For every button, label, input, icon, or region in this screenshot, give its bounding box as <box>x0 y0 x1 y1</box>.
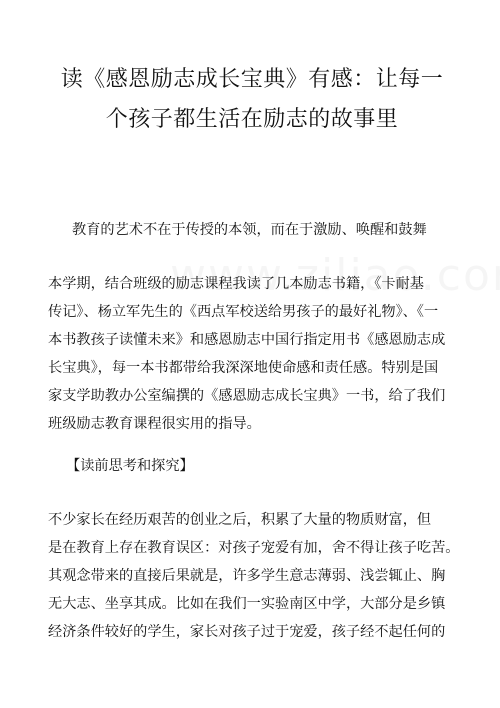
section-heading <box>66 452 194 480</box>
title-line-2: 个孩子都生活在励志的故事里 <box>105 107 399 132</box>
paragraph-body <box>48 506 459 646</box>
paragraph-line: 传记》、杨立军先生的《西点军校送给男孩子的最好礼物》、《一 <box>48 304 439 320</box>
document-title <box>52 60 452 140</box>
paragraph-line: 家支学助教办公室编撰的《感恩励志成长宝典》一书，给了我们 <box>48 388 446 404</box>
paragraph-epigraph <box>72 216 427 244</box>
paragraph-line: 长宝典》，每一本书都带给我深深地使命感和责任感。特别是国 <box>48 360 439 376</box>
paragraph-line: 其观念带来的直接后果就是，许多学生意志薄弱、浅尝辄止、胸 <box>48 568 446 584</box>
paragraph-line: 本学期，结合班级的励志课程我读了几本励志书籍，《卡耐基 <box>48 276 424 292</box>
paragraph-line: 不少家长在经历艰苦的创业之后，积累了大量的物质财富，但 <box>48 512 432 528</box>
paragraph-line: 是在教育上存在教育误区：对孩子宠爱有加，舍不得让孩子吃苦。 <box>48 540 460 556</box>
paragraph-line: 教育的艺术不在于传授的本领，而在于激励、唤醒和鼓舞 <box>72 222 427 238</box>
paragraph-line: 经济条件较好的学生，家长对孩子过于宠爱，孩子经不起任何的 <box>48 624 446 640</box>
section-heading-text: 【读前思考和探究】 <box>66 458 194 474</box>
paragraph-intro <box>48 270 445 438</box>
paragraph-line: 本书教孩子读懂未来》和感恩励志中国行指定用书《感恩励志成 <box>48 332 446 348</box>
title-line-1: 读《感恩励志成长宝典》有感：让每一 <box>60 67 444 92</box>
paragraph-line: 无大志、坐享其成。比如在我们一实验南区中学，大部分是乡镇 <box>48 596 446 612</box>
paragraph-line: 班级励志教育课程很实用的指导。 <box>48 416 261 432</box>
